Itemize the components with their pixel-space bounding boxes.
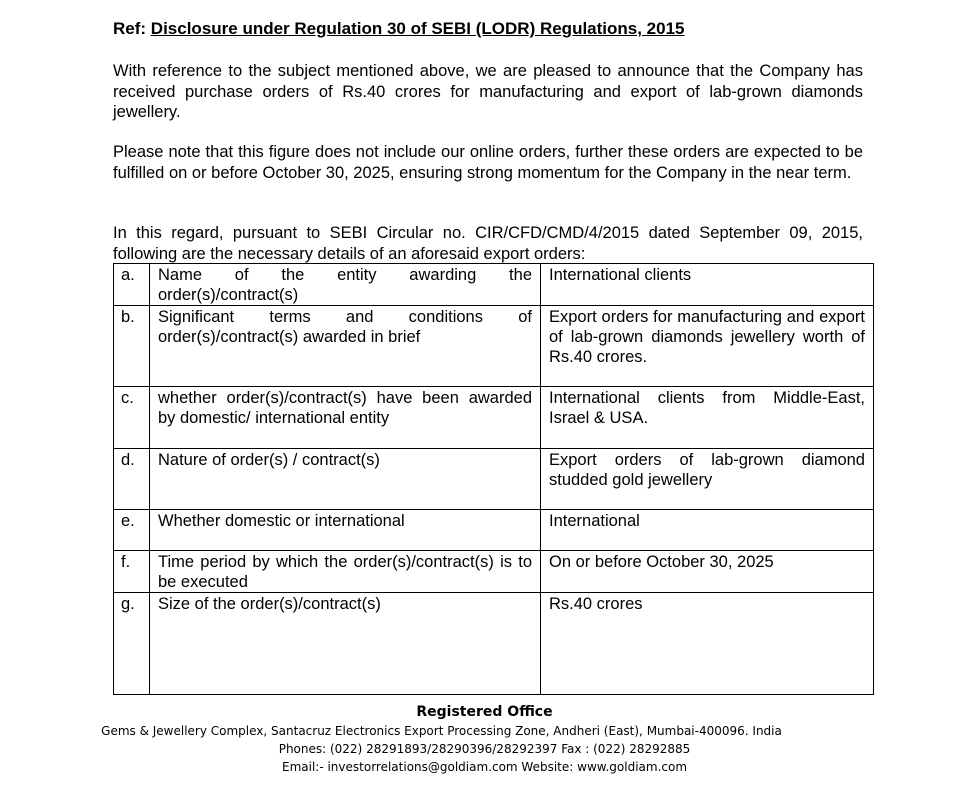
table-row xyxy=(114,593,874,695)
paragraph-note: Please note that this figure does not include our online orders, further these orders are expected to be fulfilled on or before October 30, 2025, ensuring strong momentum for the Company in the near term. xyxy=(113,143,863,182)
row-value: On or before October 30, 2025 xyxy=(541,551,874,593)
row-description: Nature of order(s) / contract(s) xyxy=(150,449,541,510)
row-serial: a. xyxy=(114,264,150,306)
row-value: International clients xyxy=(541,264,874,306)
row-value: Export orders of lab-grown diamond studded gold jewellery xyxy=(541,449,874,510)
row-serial: e. xyxy=(114,510,150,551)
paragraph-announcement: With reference to the subject mentioned above, we are pleased to announce that the Company has received purchase orders of Rs.40 crores for manufacturing and export of lab-grown diamonds jewellery. xyxy=(113,62,863,121)
footer-address: Gems & Jewellery Complex, Santacruz Electronics Export Processing Zone, Andheri (East), Mumbai-400096. India xyxy=(101,724,782,738)
table-row xyxy=(114,510,874,551)
row-serial: c. xyxy=(114,387,150,449)
row-description: Size of the order(s)/contract(s) xyxy=(150,593,541,695)
row-serial: g. xyxy=(114,593,150,695)
row-value: Rs.40 crores xyxy=(541,593,874,695)
row-description: whether order(s)/contract(s) have been awarded by domestic/ international entity xyxy=(150,387,541,449)
reference-line xyxy=(113,19,685,39)
footer-contact: Email:- investorrelations@goldiam.com Website: www.goldiam.com xyxy=(281,760,688,774)
row-serial: f. xyxy=(114,551,150,593)
footer-phones: Phones: (022) 28291893/28290396/28292397 Fax : (022) 28292885 xyxy=(278,742,691,756)
ref-prefix: Ref: xyxy=(113,19,147,38)
table-row xyxy=(114,551,874,593)
details-table xyxy=(113,263,874,695)
table-row xyxy=(114,264,874,306)
row-value: International clients from Middle-East, Israel & USA. xyxy=(541,387,874,449)
row-serial: b. xyxy=(114,306,150,387)
row-value: International xyxy=(541,510,874,551)
paragraph-regard: In this regard, pursuant to SEBI Circular no. CIR/CFD/CMD/4/2015 dated September 09, 2015, following are the necessary details of an aforesaid export orders: xyxy=(113,224,863,263)
row-description: Whether domestic or international xyxy=(150,510,541,551)
ref-subject: Disclosure under Regulation 30 of SEBI (LODR) Regulations, 2015 xyxy=(150,19,685,38)
table-row xyxy=(114,306,874,387)
table-row xyxy=(114,387,874,449)
row-description: Significant terms and conditions of order(s)/contract(s) awarded in brief xyxy=(150,306,541,387)
table-row xyxy=(114,449,874,510)
footer-title: Registered Office xyxy=(416,704,553,720)
row-serial: d. xyxy=(114,449,150,510)
row-description: Name of the entity awarding the order(s)/contract(s) xyxy=(150,264,541,306)
row-value: Export orders for manufacturing and export of lab-grown diamonds jewellery worth of Rs.40 crores. xyxy=(541,306,874,387)
row-description: Time period by which the order(s)/contract(s) is to be executed xyxy=(150,551,541,593)
